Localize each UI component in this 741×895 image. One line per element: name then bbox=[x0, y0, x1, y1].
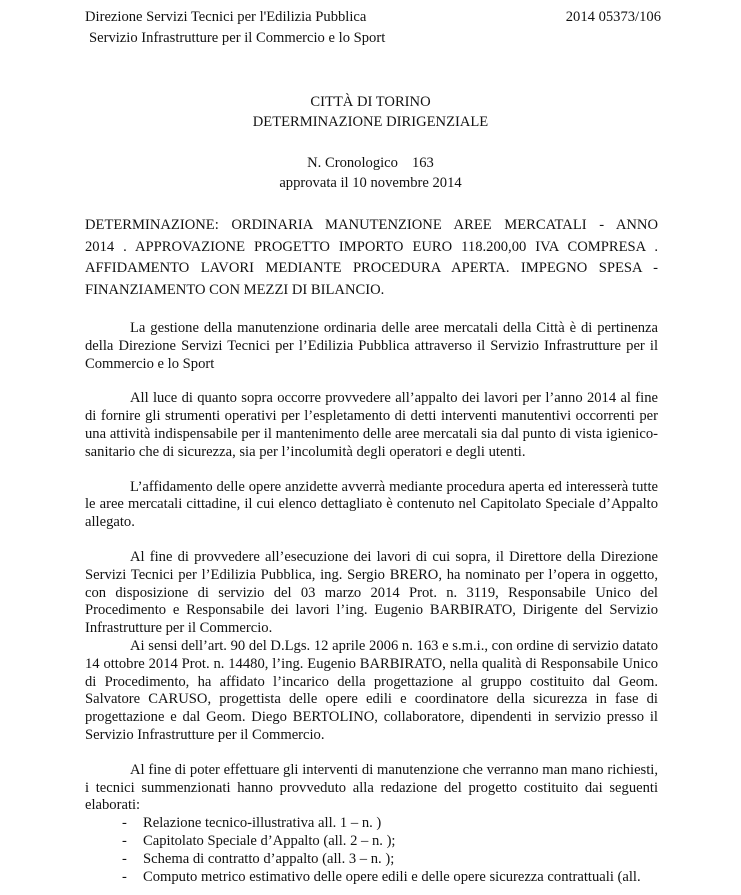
paragraph: Al fine di provvedere all’esecuzione dei lavori di cui sopra, il Direttore della Direzione Servizi Tecnici per l’Edilizia Pubblica, ing. Sergio BRERO, ha nominato per l’opera in oggetto, con disposizione di servizio del 03 marzo 2014 Prot. n. 3119, Responsabile Unico del Procedimento e Responsabile dei lavori l’ing. Eugenio BARBIRATO, Dirigente del Servizio Infrastrutture per il Commercio. bbox=[85, 548, 658, 637]
paragraph: Ai sensi dell’art. 90 del D.Lgs. 12 aprile 2006 n. 163 e s.m.i., con ordine di servizio datato 14 ottobre 2014 Prot. n. 14480, l’ing. Eugenio BARBIRATO, nella qualità di Responsabile Unico di Procedimento, ha affidato l’incarico della progettazione al gruppo costituito dal Geom. Salvatore CARUSO, progettista delle opere edili e coordinatore della sicurezza in fase di progettazione e dal Geom. Diego BERTOLINO, collaboratore, dipendenti in servizio presso il Servizio Infrastrutture per il Commercio. bbox=[85, 637, 658, 743]
document-type: DETERMINAZIONE DIRIGENZIALE bbox=[252, 114, 489, 130]
paragraph: All luce di quanto sopra occorre provvedere all’appalto dei lavori per l’anno 2014 al fine di fornire gli strumenti operativi per l’espletamento di detti interventi manutentivi occorrenti per una attività indispensabile per il mantenimento delle aree mercatali sia dal punto di vista igienico-sanitario che di sicurezza, sia per l’incolumità degli operatori e degli utenti. bbox=[85, 390, 658, 460]
list-bullet: - bbox=[122, 868, 127, 885]
subject-line: DETERMINAZIONE: ORDINARIA MANUTENZIONE AREE MERCATALI - ANNO bbox=[85, 217, 658, 233]
list-item-text: Schema di contratto d’appalto (all. 3 – n. ); bbox=[143, 850, 395, 867]
paragraph: La gestione della manutenzione ordinaria delle aree mercatali della Città è di pertinenza della Direzione Servizi Tecnici per l’Edilizia Pubblica attraverso il Servizio Infrastrutture per il Commercio e lo Sport bbox=[85, 320, 658, 372]
header-reference: 2014 05373/106 bbox=[565, 9, 661, 25]
approval-date: approvata il 10 novembre 2014 bbox=[279, 175, 462, 191]
list-item-text: Computo metrico estimativo delle opere edili e delle opere sicurezza contrattuali (all. bbox=[143, 868, 641, 885]
header-department: Direzione Servizi Tecnici per l'Edilizia Pubblica bbox=[85, 9, 367, 25]
list-bullet: - bbox=[122, 850, 127, 867]
paragraph: L’affidamento delle opere anzidette avverrà mediante procedura aperta ed interesserà tutte le aree mercatali cittadine, il cui elenco dettagliato è contenuto nel Capitolato Speciale d’Appalto allegato. bbox=[85, 478, 658, 531]
determination-subject bbox=[85, 215, 658, 301]
chrono-block bbox=[0, 153, 741, 193]
paragraph: Al fine di poter effettuare gli interventi di manutenzione che verranno man mano richiesti, i tecnici summenzionati hanno provveduto alla redazione del progetto costituito dai seguenti elaborati: bbox=[85, 761, 658, 814]
list-item bbox=[85, 869, 658, 887]
attachment-list bbox=[85, 815, 658, 886]
document-body bbox=[85, 320, 658, 886]
list-item bbox=[85, 815, 658, 833]
list-bullet: - bbox=[122, 832, 127, 849]
subject-line: 2014 . APPROVAZIONE PROGETTO IMPORTO EURO 118.200,00 IVA COMPRESA . bbox=[85, 238, 658, 255]
list-bullet: - bbox=[122, 815, 127, 832]
header-service: Servizio Infrastrutture per il Commercio e lo Sport bbox=[89, 30, 386, 46]
chrono-label: N. Cronologico bbox=[307, 155, 398, 171]
chrono-number: 163 bbox=[411, 155, 434, 171]
list-item-text: Relazione tecnico-illustrativa all. 1 – n. ) bbox=[143, 815, 382, 832]
city-title: CITTÀ DI TORINO bbox=[310, 94, 431, 110]
subject-line: AFFIDAMENTO LAVORI MEDIANTE PROCEDURA APERTA. IMPEGNO SPESA - bbox=[85, 260, 658, 277]
list-item-text: Capitolato Speciale d’Appalto (all. 2 – n. ); bbox=[143, 832, 396, 849]
list-item bbox=[85, 851, 658, 869]
title-block bbox=[0, 92, 741, 132]
page-header bbox=[85, 7, 661, 49]
list-item bbox=[85, 833, 658, 851]
subject-line: FINANZIAMENTO CON MEZZI DI BILANCIO. bbox=[85, 281, 385, 298]
